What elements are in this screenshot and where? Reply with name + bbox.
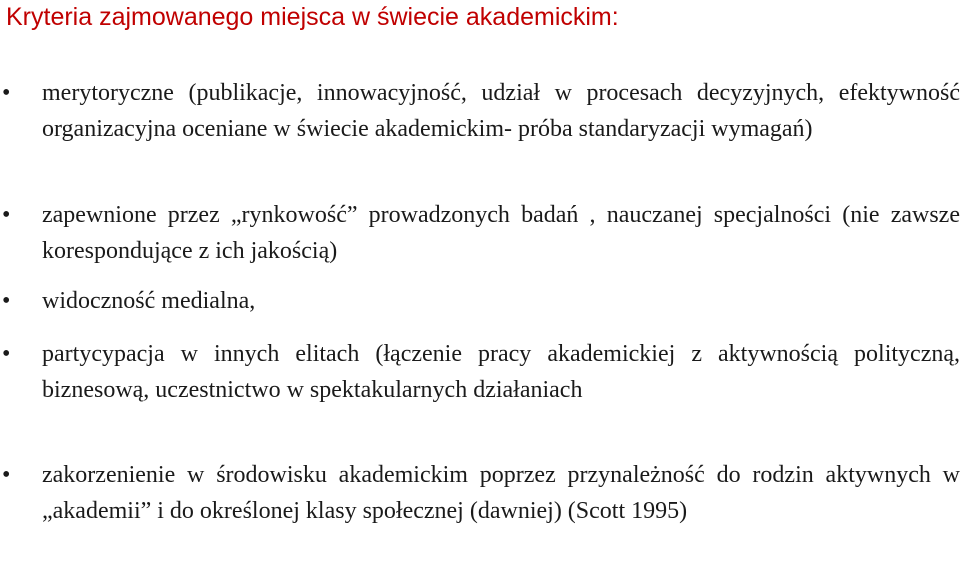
bullet-text: widoczność medialna, bbox=[42, 288, 256, 314]
bullet-dot-icon: • bbox=[2, 341, 11, 367]
bullet-text: partycypacja w innych elitach (łączenie pracy akademickiej z aktywnością polityczną, biznesową, uczestnictwo w spektakularnych działaniach bbox=[42, 341, 960, 403]
bullet-dot-icon: • bbox=[2, 80, 11, 106]
bullet-dot-icon: • bbox=[2, 462, 11, 488]
bullet-text: zakorzenienie w środowisku akademickim poprzez przynależność do rodzin aktywnych w „akademii” i do określonej klasy społecznej (dawniej) (Scott 1995) bbox=[42, 462, 960, 524]
bullet-dot-icon: • bbox=[2, 288, 11, 314]
bullet-text: zapewnione przez „rynkowość” prowadzonych badań , nauczanej specjalności (nie zawsze korespondujące z ich jakością) bbox=[42, 202, 960, 264]
slide-title: Kryteria zajmowanego miejsca w świecie akademickim: bbox=[6, 3, 619, 31]
bullet-dot-icon: • bbox=[2, 202, 11, 228]
bullet-text: merytoryczne (publikacje, innowacyjność, udział w procesach decyzyjnych, efektywność organizacyjna oceniane w świecie akademickim- próba standaryzacji wymagań) bbox=[42, 80, 960, 142]
